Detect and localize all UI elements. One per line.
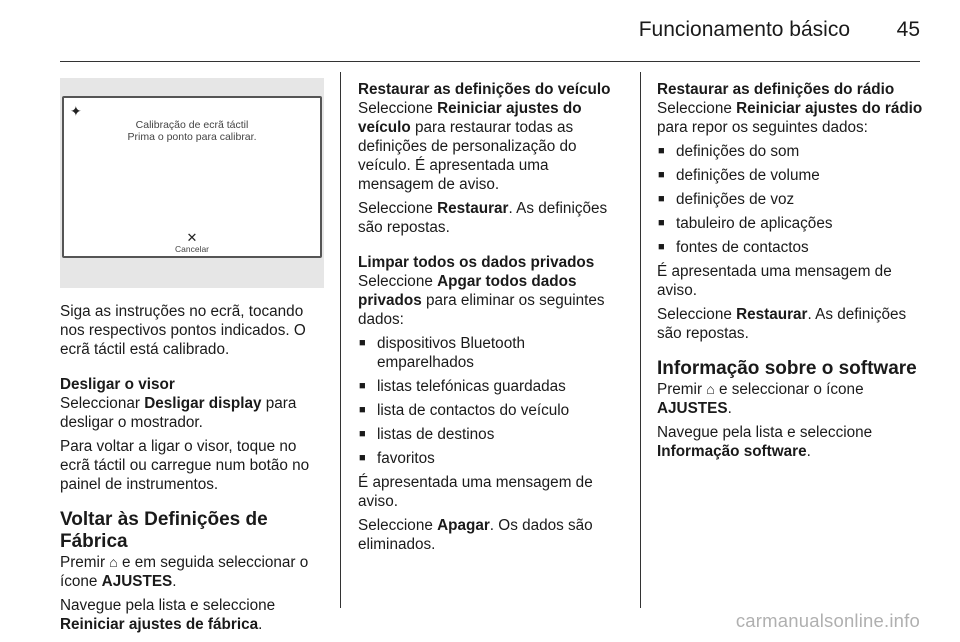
watermark: carmanualsonline.info	[735, 610, 920, 631]
display-on-text: Para voltar a ligar o visor, toque no ecrã táctil ou carregue num botão no painel de instrumentos.	[60, 438, 310, 493]
private-data-list	[358, 334, 626, 468]
calibration-figure	[60, 78, 324, 288]
display-off-text: Seleccionar Desligar display para desligar o mostrador.	[60, 395, 297, 431]
radio-reset-heading: Restaurar as definições do rádio	[657, 81, 895, 98]
calibration-instructions: Siga as instruções no ecrã, tocando nos respectivos pontos indicados. O ecrã táctil está calibrado.	[60, 303, 306, 358]
software-info-step1: Premir ⌂ e seleccionar o ícone AJUSTES.	[657, 381, 864, 417]
calibration-screen	[62, 96, 322, 258]
factory-reset-heading: Voltar às Definições de Fábrica	[60, 509, 268, 552]
list-item: ■ favoritos	[358, 449, 626, 468]
private-data-heading: Limpar todos os dados privados	[358, 254, 595, 271]
page-header	[0, 0, 960, 64]
list-item: ■ dispositivos Bluetooth emparelhados	[358, 334, 626, 372]
vehicle-reset-heading: Restaurar as definições do veículo	[358, 81, 611, 98]
column-divider	[640, 72, 641, 608]
vehicle-reset-text: Seleccione Reiniciar ajustes do veículo para restaurar todas as definições de personalização do veículo. É apresentada uma mensagem de aviso.	[358, 100, 582, 193]
vehicle-restore-text: Seleccione Restaurar. As definições são repostas.	[358, 200, 608, 236]
private-warning-text: É apresentada uma mensagem de aviso.	[358, 474, 593, 510]
page-number: 45	[896, 18, 920, 41]
close-icon: ✕	[186, 230, 198, 245]
display-off-heading: Desligar o visor	[60, 376, 175, 393]
radio-reset-text: Seleccione Reiniciar ajustes do rádio para repor os seguintes dados:	[657, 100, 923, 136]
header-rule	[60, 61, 920, 62]
screen-subtitle: Prima o ponto para calibrar.	[127, 131, 257, 143]
list-item: ■ definições do som	[657, 142, 925, 161]
cancel-label: Cancelar	[174, 244, 210, 254]
list-item: ■ listas telefónicas guardadas	[358, 377, 626, 396]
screen-title: Calibração de ecrã táctil	[135, 119, 249, 131]
software-info-heading: Informação sobre o software	[657, 358, 917, 379]
running-title: Funcionamento básico	[638, 18, 850, 41]
column-divider	[340, 72, 341, 608]
software-info-step2: Navegue pela lista e seleccione Informação software.	[657, 424, 873, 460]
radio-restore-text: Seleccione Restaurar. As definições são repostas.	[657, 306, 907, 342]
factory-reset-step2: Navegue pela lista e seleccione Reiniciar ajustes de fábrica.	[60, 597, 276, 633]
list-item: ■ listas de destinos	[358, 425, 626, 444]
list-item: ■ lista de contactos do veículo	[358, 401, 626, 420]
column-1	[60, 80, 328, 634]
private-delete-text: Seleccione Apagar. Os dados são eliminados.	[358, 517, 593, 553]
list-item: ■ tabuleiro de aplicações	[657, 214, 925, 233]
radio-warning-text: É apresentada uma mensagem de aviso.	[657, 263, 892, 299]
home-icon: ⌂	[109, 554, 118, 570]
list-item: ■ fontes de contactos	[657, 238, 925, 257]
private-data-text: Seleccione Apgar todos dados privados para eliminar os seguintes dados:	[358, 273, 605, 328]
radio-data-list	[657, 142, 925, 257]
factory-reset-step1: Premir ⌂ e em seguida seleccionar o ícone AJUSTES.	[60, 554, 309, 590]
column-2	[358, 80, 626, 554]
crosshair-icon: ✦	[70, 103, 82, 119]
list-item: ■ definições de volume	[657, 166, 925, 185]
column-3	[657, 80, 925, 461]
list-item: ■ definições de voz	[657, 190, 925, 209]
home-icon: ⌂	[706, 381, 715, 397]
